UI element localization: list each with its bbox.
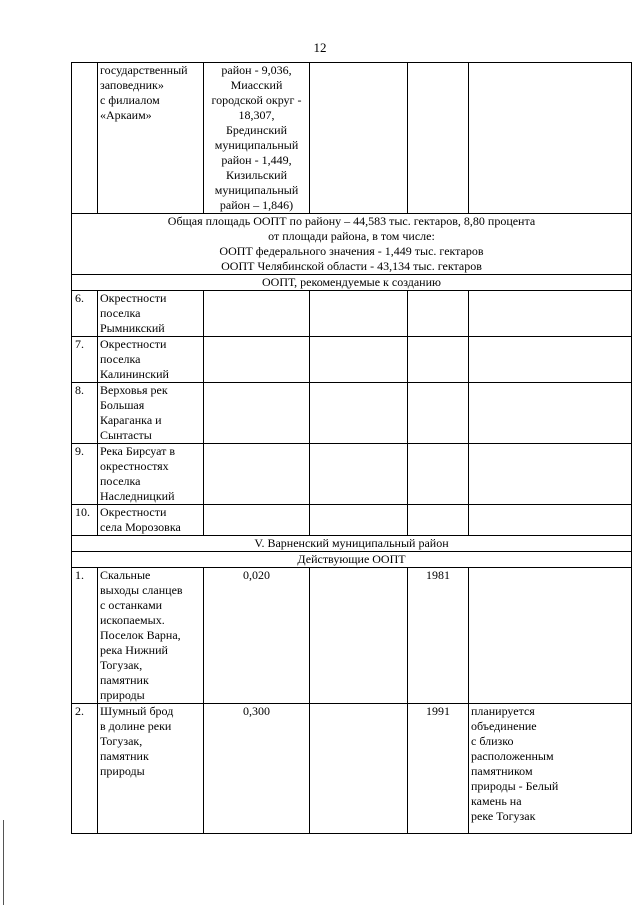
page-number: 12 — [313, 40, 327, 55]
cell-text-line: Кизильский — [225, 168, 288, 182]
cell-num — [72, 63, 98, 214]
cell-num: 2. — [72, 704, 98, 834]
cell-text-line: поселка — [100, 474, 141, 488]
cell-empty — [408, 383, 469, 444]
cell-empty — [408, 63, 469, 214]
cell-num: 6. — [72, 291, 98, 337]
cell-empty — [204, 337, 310, 383]
cell-text-line: камень на — [471, 794, 522, 808]
cell-empty — [310, 291, 408, 337]
cell-name — [98, 291, 204, 337]
summary-line: ООПТ Челябинской области - 43,134 тыс. гектаров — [221, 259, 482, 273]
table-row — [72, 291, 632, 337]
summary-line: ООПТ федерального значения - 1,449 тыс. гектаров — [219, 244, 484, 258]
cell-area: 0,300 — [204, 704, 310, 834]
cell-name — [98, 444, 204, 505]
summary-line: от площади района, в том числе: — [268, 229, 435, 243]
cell-empty — [204, 291, 310, 337]
cell-empty — [469, 63, 632, 214]
cell-text-line: Окрестности — [100, 291, 167, 305]
summary-line: Общая площадь ООПТ по району – 44,583 тыс. гектаров, 8,80 процента — [167, 214, 536, 228]
table-row — [72, 704, 632, 834]
cell-text-line: Наследницкий — [100, 489, 175, 503]
cell-empty — [204, 444, 310, 505]
protected-areas-table — [71, 62, 632, 834]
section-header-row — [72, 275, 632, 291]
cell-text-line: в долине реки — [100, 719, 172, 733]
cell-empty — [408, 444, 469, 505]
cell-text-line: памятником — [471, 764, 533, 778]
cell-empty — [310, 337, 408, 383]
cell-text-line: Окрестности — [100, 337, 167, 351]
cell-text-line: с филиалом — [100, 93, 160, 107]
cell-text-line: Караганка и — [100, 413, 162, 427]
cell-text-line: муниципальный — [214, 138, 299, 152]
cell-text-line: природы - Белый — [471, 779, 559, 793]
cell-text-line: с останками — [100, 598, 163, 612]
cell-name — [98, 63, 204, 214]
cell-text-line: объединение — [471, 719, 537, 733]
cell-text-line: река Нижний — [100, 643, 168, 657]
cell-text-line: район - 1,449, — [221, 153, 292, 167]
cell-text-line: Верховья рек — [100, 383, 168, 397]
cell-text-line: «Аркаим» — [100, 108, 152, 122]
summary-cell — [72, 214, 632, 275]
cell-year: 1991 — [408, 704, 469, 834]
cell-text-line: реке Тогузак — [471, 809, 536, 823]
cell-text-line: с близко — [471, 734, 514, 748]
cell-num: 10. — [72, 505, 98, 536]
cell-text-line: Большая — [100, 398, 145, 412]
cell-text-line: Река Бирсуат в — [100, 444, 176, 458]
cell-text-line: Миасский — [230, 78, 283, 92]
section-recommended-heading: ООПТ, рекомендуемые к созданию — [72, 275, 632, 291]
cell-area: 0,020 — [204, 568, 310, 704]
cell-num: 9. — [72, 444, 98, 505]
cell-empty — [408, 337, 469, 383]
cell-empty — [469, 337, 632, 383]
cell-empty — [204, 383, 310, 444]
cell-note — [469, 568, 632, 704]
cell-empty — [408, 505, 469, 536]
cell-empty — [310, 63, 408, 214]
cell-empty — [469, 505, 632, 536]
cell-text-line: Сынтасты — [100, 428, 152, 442]
section-active-heading: Действующие ООПТ — [72, 552, 632, 568]
cell-year: 1981 — [408, 568, 469, 704]
cell-text-line: выходы сланцев — [100, 583, 183, 597]
cell-text-line: Тогузак, — [100, 734, 143, 748]
cell-text-line: поселка — [100, 306, 141, 320]
cell-empty — [204, 505, 310, 536]
cell-num: 8. — [72, 383, 98, 444]
cell-text-line: государственный — [100, 63, 188, 77]
table-row — [72, 444, 632, 505]
cell-empty — [469, 383, 632, 444]
cell-text-line: расположенным — [471, 749, 554, 763]
table-row — [72, 568, 632, 704]
cell-empty — [310, 444, 408, 505]
cell-text-line: Калининский — [100, 367, 169, 381]
cell-text-line: район – 1,846) — [219, 198, 294, 212]
cell-text-line: заповедник» — [100, 78, 164, 92]
table-row — [72, 383, 632, 444]
cell-area — [204, 63, 310, 214]
cell-text-line: поселка — [100, 352, 141, 366]
cell-num: 7. — [72, 337, 98, 383]
cell-note — [469, 704, 632, 834]
cell-empty — [310, 568, 408, 704]
cell-text-line: природы — [100, 688, 145, 702]
cell-name — [98, 383, 204, 444]
cell-text-line: Поселок Варна, — [100, 628, 181, 642]
cell-text-line: 18,307, — [238, 108, 275, 122]
cell-empty — [469, 291, 632, 337]
scan-edge-line — [3, 820, 4, 905]
cell-empty — [408, 291, 469, 337]
cell-name — [98, 337, 204, 383]
cell-text-line: планируется — [471, 704, 535, 718]
section-header-row — [72, 536, 632, 552]
cell-empty — [310, 383, 408, 444]
cell-text-line: Шумный брод — [100, 704, 174, 718]
cell-text-line: городской округ - — [211, 93, 302, 107]
cell-text-line: Рымникский — [100, 321, 165, 335]
cell-text-line: села Морозовка — [100, 520, 181, 534]
table-row-continued — [72, 63, 632, 214]
table-row — [72, 505, 632, 536]
cell-empty — [469, 444, 632, 505]
table-body — [72, 63, 632, 834]
cell-text-line: муниципальный — [214, 183, 299, 197]
cell-text-line: ископаемых. — [100, 613, 165, 627]
cell-text-line: Окрестности — [100, 505, 167, 519]
table-row — [72, 337, 632, 383]
cell-text-line: район - 9,036, — [221, 63, 292, 77]
cell-text-line: Скальные — [100, 568, 151, 582]
cell-name — [98, 505, 204, 536]
cell-text-line: окрестностях — [100, 459, 169, 473]
cell-name — [98, 568, 204, 704]
cell-num: 1. — [72, 568, 98, 704]
summary-row — [72, 214, 632, 275]
cell-text-line: Тогузак, — [100, 658, 143, 672]
cell-name — [98, 704, 204, 834]
cell-text-line: природы — [100, 764, 145, 778]
cell-text-line: памятник — [100, 749, 149, 763]
section-header-row — [72, 552, 632, 568]
cell-text-line: памятник — [100, 673, 149, 687]
district-heading: V. Варненский муниципальный район — [72, 536, 632, 552]
cell-empty — [310, 704, 408, 834]
cell-empty — [310, 505, 408, 536]
cell-text-line: Брединский — [225, 123, 287, 137]
